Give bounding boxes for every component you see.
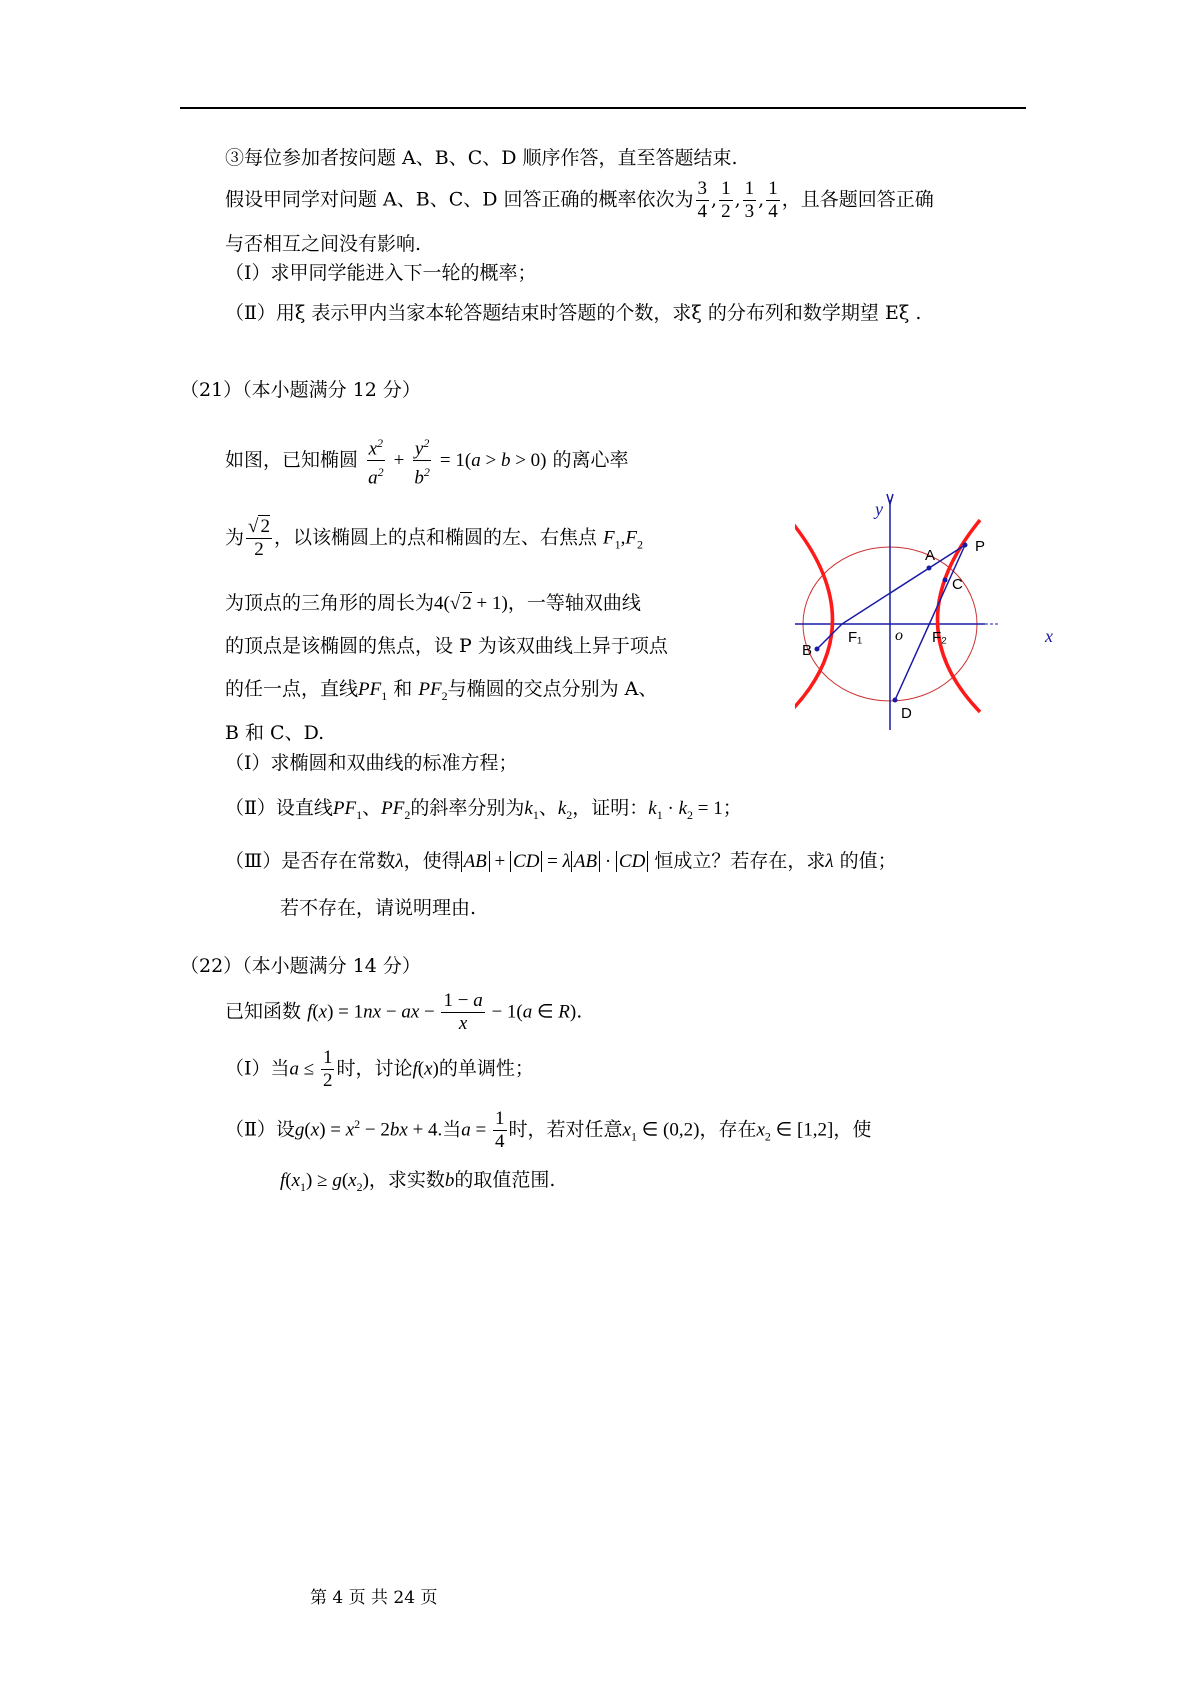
p21-line-2: 为 $\frac{√ 2}{2}$ ，以该椭圆上的点和椭圆的左、右焦点 $F_1,F_2$ <box>225 516 643 560</box>
hyperbola-left-branch <box>795 520 833 712</box>
perimeter-value: 4(√ 2 + 1) <box>434 593 508 614</box>
quarter-fraction: $\frac{1}{4}$ <box>495 1108 505 1152</box>
p22-question-2: （Ⅱ）设$g(x) = x^2 - 2bx + 4$.当a = $\frac{1}{4}$ 时，若对任意$x_1$ ∈ (0,2)，存在$x_2$ ∈ [1,2]，使 <box>225 1108 872 1152</box>
q2-text: （Ⅱ）设 <box>225 1118 295 1141</box>
line-text-2: 与椭圆的交点分别为 A、 <box>447 678 658 700</box>
ellipse-x-term: $\frac{x^2}{a^2}$ <box>366 432 386 490</box>
p21-line-3 <box>225 590 641 617</box>
slope-product: $k_1 \cdot k_2 = 1$ <box>648 798 723 822</box>
p21-question-3-cont: 若不存在，请说明理由. <box>280 897 477 919</box>
q1-text-2: 时，讨论 <box>336 1057 413 1080</box>
pf2-label: $PF_2$ <box>418 679 448 703</box>
prob-d: $\frac{1}{4}$ <box>768 178 778 222</box>
q1-text-3: 的单调性； <box>438 1057 534 1080</box>
p21-line-4: 的顶点是该椭圆的焦点，设 P 为该双曲线上异于项点 <box>225 635 668 657</box>
half-fraction: $\frac{1}{2}$ <box>322 1047 333 1091</box>
prob-b: $\frac{1}{2}$ <box>721 178 731 222</box>
label-C: C <box>952 576 963 593</box>
p22-function: 已知函数 f(x) = 1nx − ax − $\frac{1 - a}{x}$ − 1(a ∈ R). <box>225 990 583 1034</box>
q2-sep-2: 、 <box>538 797 558 819</box>
ellipse-y-term: $\frac{y^2}{b^2}$ <box>412 432 432 490</box>
p21-question-1: （Ⅰ）求椭圆和双曲线的标准方程； <box>225 752 518 774</box>
y-axis-arrowhead <box>887 494 893 504</box>
label-x: x <box>1045 626 1053 646</box>
label-D: D <box>901 705 912 722</box>
ellipse-hyperbola-figure <box>795 490 1065 740</box>
q2-sep: 、 <box>362 797 382 819</box>
q2c-text: ，求实数 <box>368 1169 445 1191</box>
p20-question-1: （Ⅰ）求甲同学能进入下一轮的概率； <box>225 262 537 284</box>
q2-text-2: 时，若对任意 <box>508 1118 623 1141</box>
pf1-label: $PF_1$ <box>358 679 388 703</box>
point-B <box>815 647 820 652</box>
p20-question-2: （Ⅱ）用ξ 表示甲内当家本轮答题结束时答题的个数，求ξ 的分布列和数学期望 Eξ . <box>225 302 922 324</box>
q2-end: ； <box>722 797 742 819</box>
q1-text: （Ⅰ）当 <box>225 1057 290 1080</box>
p21-line-6: B 和 C、D. <box>225 722 325 744</box>
prob-a: $\frac{3}{4}$ <box>697 178 708 222</box>
function-end: . <box>576 1000 583 1023</box>
label-P: P <box>975 538 986 555</box>
q2-text-2: 的斜率分别为 <box>410 797 525 819</box>
q2c-text-2: 的取值范围. <box>454 1169 556 1191</box>
intro-text: 如图，已知椭圆 <box>225 448 359 471</box>
probability-line: 假设甲同学对问题 A、B、C、D 回答正确的概率依次为 $\frac{3}{4}$ , $\frac{1}{2}$ , $\frac{1}{3}$ , $\frac{1}{4}$ ，且各题回答正确 <box>225 178 934 222</box>
label-O: o <box>895 627 903 644</box>
q2-text-3: ，证明： <box>572 797 649 819</box>
assume-text: 假设甲同学对问题 A、B、C、D 回答正确的概率依次为 <box>225 188 694 211</box>
p21-intro: 如图，已知椭圆 $\frac{x^2}{a^2}$ + $\frac{y^2}{b^2}$ = 1(a > b > 0) 的离心率 <box>225 432 629 490</box>
assume-text-3: 与否相互之间没有影响. <box>225 233 422 255</box>
p22-header: （22）（本小题满分 14 分） <box>180 955 421 977</box>
assume-text-2: ，且各题回答正确 <box>781 188 934 211</box>
p21-line-5 <box>225 676 657 709</box>
p22-question-2-cont: $f(x_1) \ge g(x_2)$，求实数b的取值范围. <box>280 1169 556 1194</box>
label-A: A <box>925 547 936 564</box>
p21-question-2: （Ⅱ）设直线$PF_1$、$PF_2$的斜率分别为$k_1$、$k_2$，证明：$k_1 \cdot k_2 = 1$； <box>225 797 742 822</box>
page-footer: 第 4 页 共 24 页 <box>310 1588 438 1608</box>
rule-3-text: ③每位参加者按问题 A、B、C、D 顺序作答，直至答题结束. <box>225 147 738 169</box>
q2-text: （Ⅱ）设直线 <box>225 797 333 819</box>
point-P <box>963 543 968 548</box>
point-A <box>927 566 932 571</box>
intro-text-2: 的离心率 <box>552 448 629 471</box>
p21-header: （21）（本小题满分 12 分） <box>180 379 421 401</box>
wei-text: 为 <box>225 526 245 549</box>
perimeter-text-2: ，一等轴双曲线 <box>507 592 641 614</box>
line-text: 的任一点，直线 <box>225 678 359 700</box>
function-fraction: $\frac{1 - a}{x}$ <box>443 990 483 1034</box>
q2-text-4: ，使 <box>833 1118 872 1141</box>
point-C <box>943 578 948 583</box>
label-y: y <box>875 499 883 519</box>
p21-question-3: （Ⅲ）是否存在常数λ，使得 AB + CD = λ AB · CD 恒成立？若存在，求λ 的值； <box>225 850 897 872</box>
function-text: 已知函数 <box>225 1000 302 1023</box>
label-F2: F₂ <box>932 629 947 646</box>
perimeter-text: 为顶点的三角形的周长为 <box>225 592 435 614</box>
p22-question-1: （Ⅰ）当a ≤ $\frac{1}{2}$ 时，讨论f(x)的单调性； <box>225 1047 534 1091</box>
eccentricity-value: $\frac{√ 2}{2}$ <box>248 516 270 560</box>
label-B: B <box>802 642 813 659</box>
q2-text-3: ，存在 <box>699 1118 757 1141</box>
prob-c: $\frac{1}{3}$ <box>744 178 755 222</box>
header-rule <box>180 107 1026 109</box>
and-text: 和 <box>393 678 413 700</box>
point-D <box>893 698 898 703</box>
label-F1: F₁ <box>848 629 863 646</box>
